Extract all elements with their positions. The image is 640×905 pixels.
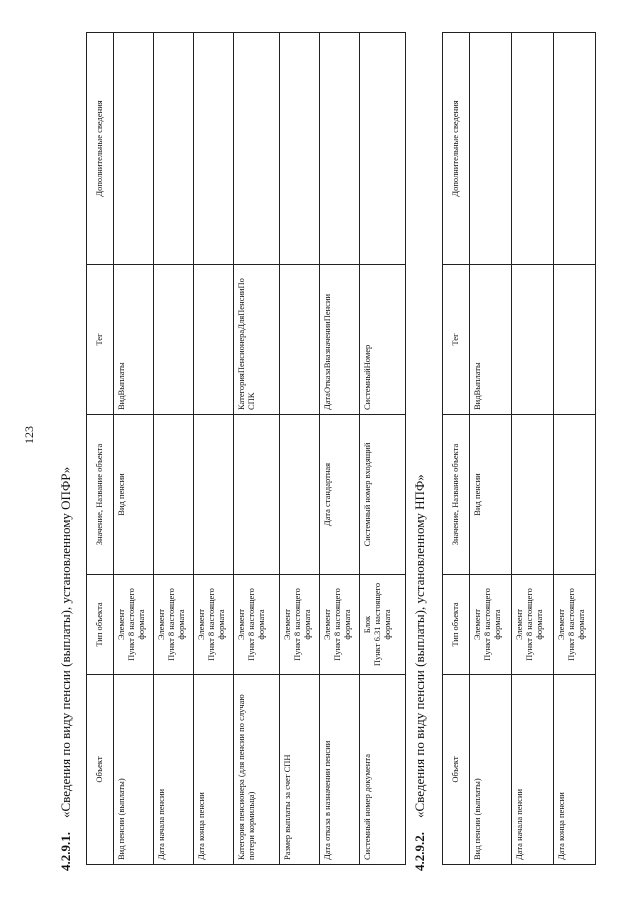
table-row [194, 33, 234, 865]
cell-object: Вид пенсии (выплаты) [470, 675, 512, 865]
cell-additional [194, 33, 234, 265]
cell-type [114, 575, 154, 675]
type-reference: Пункт 6.31 настоящего формата [371, 582, 392, 667]
cell-additional [360, 33, 406, 265]
cell-additional [554, 33, 596, 265]
type-kind: Элемент [322, 609, 332, 640]
header-value: Значение, Название объекта [443, 415, 470, 575]
table-row [554, 33, 596, 865]
type-kind: Блок [362, 615, 372, 634]
cell-type [554, 575, 596, 675]
header-tag: Тег [87, 265, 114, 415]
cell-additional [320, 33, 360, 265]
cell-tag: ДатаОтказаВназначенииПенсии [320, 265, 360, 415]
section-title [412, 474, 428, 871]
cell-object: Категория пенсионера (для пенсии по случаю потери кормильца) [234, 675, 280, 865]
header-additional: Дополнительные сведения [443, 33, 470, 265]
cell-additional [512, 33, 554, 265]
table-header-row [443, 33, 470, 865]
header-additional: Дополнительные сведения [87, 33, 114, 265]
section-number: 4.2.9.2. [412, 832, 427, 871]
cell-value: Дата стандартная [320, 415, 360, 575]
header-value: Значение, Название объекта [87, 415, 114, 575]
type-reference: Пункт 8 настоящего формата [481, 588, 502, 661]
table-header-row [87, 33, 114, 865]
section-title-text: «Сведения по виду пенсии (выплаты), установленному НПФ» [412, 474, 427, 818]
type-reference: Пункт 8 настоящего формата [523, 588, 544, 661]
cell-type [470, 575, 512, 675]
cell-value [194, 415, 234, 575]
type-reference: Пункт 8 настоящего формата [331, 588, 352, 661]
table-row [280, 33, 320, 865]
section-title [58, 467, 74, 871]
table-row [320, 33, 360, 865]
type-kind: Элемент [556, 609, 566, 640]
cell-tag [554, 265, 596, 415]
type-kind: Элемент [196, 609, 206, 640]
table-row [470, 33, 512, 865]
cell-additional [280, 33, 320, 265]
type-kind: Элемент [472, 609, 482, 640]
cell-tag: ВидВыплаты [114, 265, 154, 415]
cell-value [280, 415, 320, 575]
cell-value: Вид пенсии [114, 415, 154, 575]
type-reference: Пункт 8 настоящего формата [291, 588, 312, 661]
type-reference: Пункт 8 настоящего формата [205, 588, 226, 661]
type-kind: Элемент [514, 609, 524, 640]
cell-object: Дата начала пенсии [512, 675, 554, 865]
type-reference: Пункт 8 настоящего формата [165, 588, 186, 661]
cell-type [234, 575, 280, 675]
cell-type [320, 575, 360, 675]
table-row [512, 33, 554, 865]
cell-additional [114, 33, 154, 265]
cell-object: Дата конца пенсии [554, 675, 596, 865]
cell-type [194, 575, 234, 675]
elements-table-npf [442, 32, 596, 865]
header-object: Объект [87, 675, 114, 865]
elements-table-opfr [86, 32, 406, 865]
header-type: Тип объекта [443, 575, 470, 675]
cell-value [512, 415, 554, 575]
type-reference: Пункт 8 настоящего формата [125, 588, 146, 661]
cell-value [154, 415, 194, 575]
cell-tag [194, 265, 234, 415]
type-kind: Элемент [236, 609, 246, 640]
cell-additional [470, 33, 512, 265]
cell-tag [280, 265, 320, 415]
table-row [154, 33, 194, 865]
cell-value [234, 415, 280, 575]
cell-object: Дата отказа в назначении пенсии [320, 675, 360, 865]
table-row [234, 33, 280, 865]
type-reference: Пункт 8 настоящего формата [565, 588, 586, 661]
cell-object: Дата начала пенсии [154, 675, 194, 865]
table-row [114, 33, 154, 865]
cell-type [280, 575, 320, 675]
cell-type [360, 575, 406, 675]
cell-value [554, 415, 596, 575]
type-kind: Элемент [156, 609, 166, 640]
cell-value: Вид пенсии [470, 415, 512, 575]
type-reference: Пункт 8 настоящего формата [245, 588, 266, 661]
header-object: Объект [443, 675, 470, 865]
table-row [360, 33, 406, 865]
cell-value: Системный номер входящий [360, 415, 406, 575]
cell-object: Размер выплаты за счет СПН [280, 675, 320, 865]
type-kind: Элемент [282, 609, 292, 640]
header-tag: Тег [443, 265, 470, 415]
cell-tag: КатегорияПенсионераДляПенсииПо СПК [234, 265, 280, 415]
cell-object: Системный номер документа [360, 675, 406, 865]
header-type: Тип объекта [87, 575, 114, 675]
type-kind: Элемент [116, 609, 126, 640]
cell-additional [234, 33, 280, 265]
section-number: 4.2.9.1. [58, 832, 73, 871]
cell-type [512, 575, 554, 675]
cell-tag: СистемныйНомер [360, 265, 406, 415]
cell-object: Вид пенсии (выплаты) [114, 675, 154, 865]
page-number: 123 [22, 426, 36, 444]
cell-additional [154, 33, 194, 265]
section-title-text: «Сведения по виду пенсии (выплаты), установленному ОПФР» [58, 466, 73, 818]
cell-tag: ВидВыплаты [470, 265, 512, 415]
cell-object: Дата конца пенсии [194, 675, 234, 865]
cell-tag [512, 265, 554, 415]
cell-type [154, 575, 194, 675]
cell-tag [154, 265, 194, 415]
